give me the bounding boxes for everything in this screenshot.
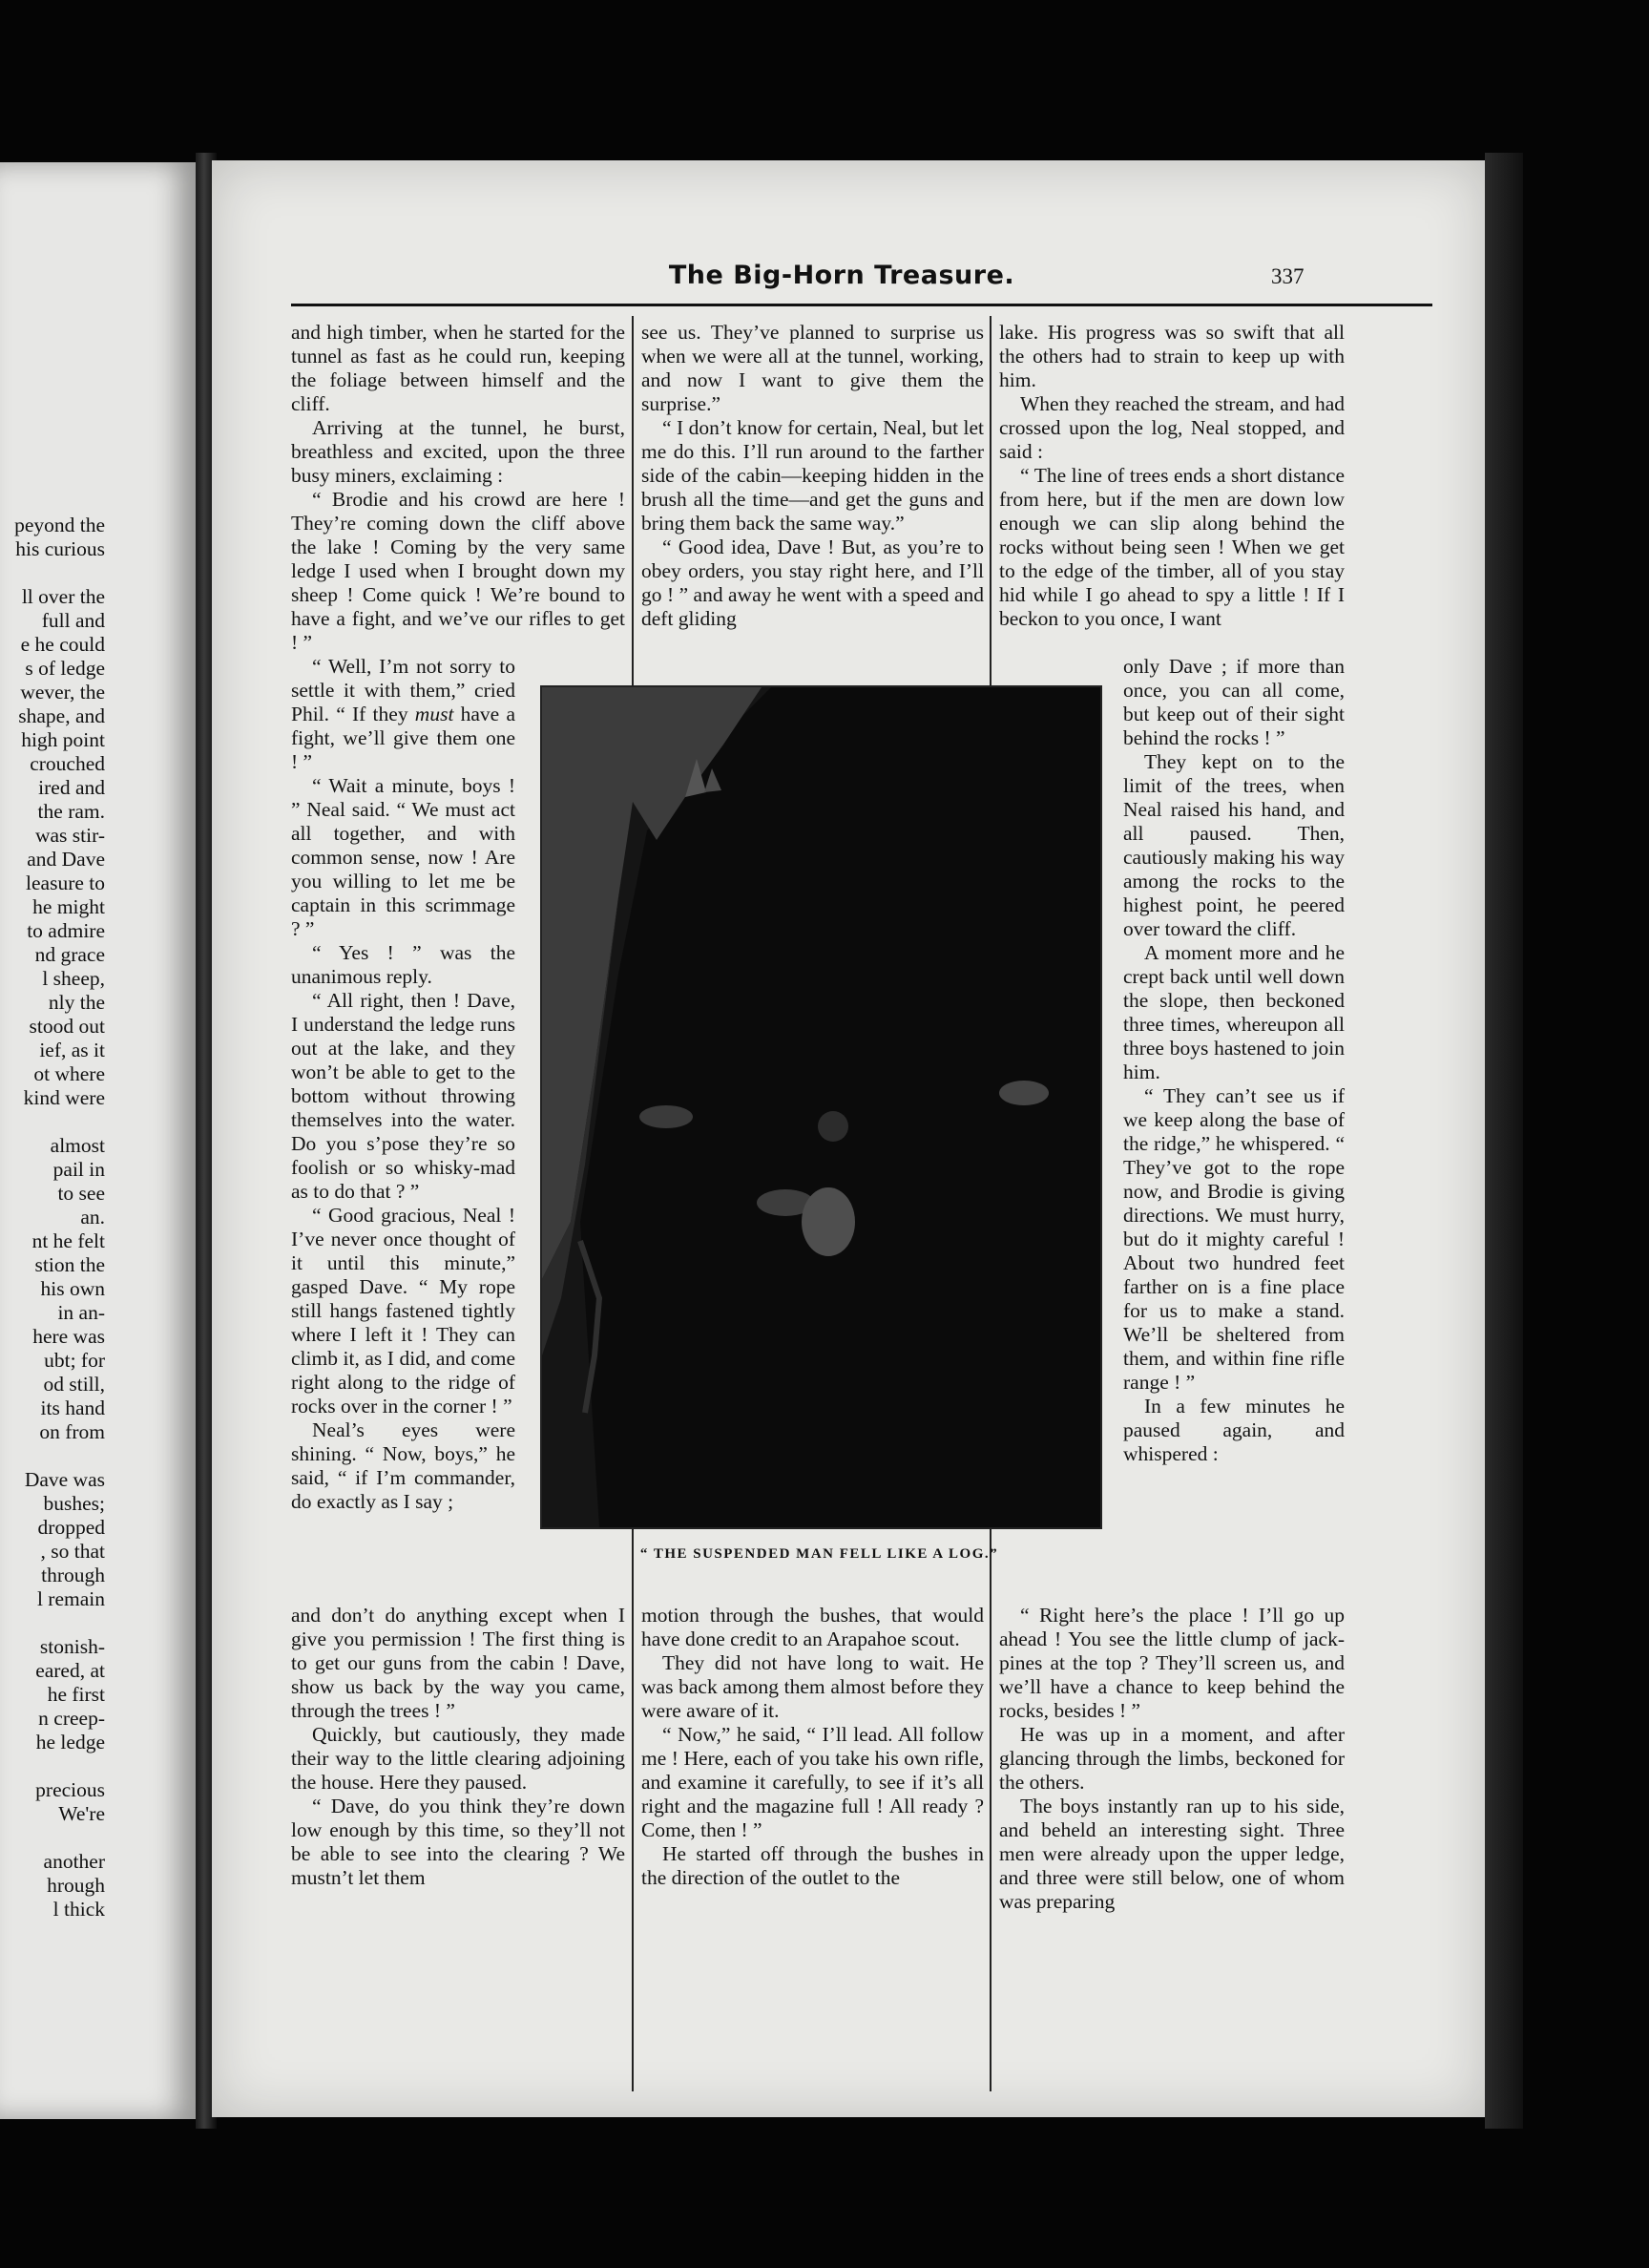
- previous-page-line: full and: [41, 609, 105, 632]
- previous-page-line: in an-: [57, 1301, 105, 1324]
- paragraph: “ Right here’s the place ! I’ll go up ahead ! You see the little clump of jack-pines at the top ? They’ll screen us, and we’ll have a chance to keep behind the rocks, besides ! ”: [999, 1604, 1345, 1722]
- previous-page-line: his curious: [15, 537, 105, 560]
- previous-page-line: he might: [32, 895, 105, 918]
- previous-page-line: through: [41, 1564, 105, 1586]
- paragraph: They did not have long to wait. He was back among them almost before they were aware of it.: [641, 1651, 984, 1722]
- paragraph: He was up in a moment, and after glancing through the limbs, beckoned for the others.: [999, 1723, 1345, 1794]
- previous-page-line: ll over the: [21, 585, 105, 608]
- paragraph: only Dave ; if more than once, you can all come, but keep out of their sight behind the rocks ! ”: [1123, 655, 1345, 749]
- previous-page-line: [0, 1611, 105, 1635]
- previous-page-line: n creep-: [38, 1707, 105, 1730]
- previous-page-line: stood out: [29, 1015, 105, 1038]
- previous-page-line: almost: [50, 1134, 105, 1157]
- previous-page-line: We're: [58, 1802, 105, 1825]
- previous-page-line: an.: [80, 1206, 105, 1228]
- paragraph: “ The line of trees ends a short distance from here, but if the men are down low enough we can slip along behind the rocks without being seen ! When we get to the edge of the timber, all of you stay hid while I go ahead to spy a little ! If I beckon to you once, I want: [999, 464, 1345, 630]
- previous-page-line: , so that: [40, 1540, 105, 1563]
- previous-page-line: s of ledge: [25, 657, 105, 680]
- paragraph: [291, 655, 515, 774]
- previous-page-line: crouched: [30, 752, 105, 775]
- previous-page-line: and Dave: [27, 848, 105, 871]
- previous-page-line: high point: [21, 728, 105, 751]
- paragraph: see us. They’ve planned to surprise us when we were all at the tunnel, working, and now I want to give them the surprise.”: [641, 321, 984, 415]
- paragraph: lake. His progress was so swift that all the others had to strain to keep up with him.: [999, 321, 1345, 391]
- column-1-bottom: [291, 1604, 625, 1890]
- previous-page-line: kind were: [23, 1086, 105, 1109]
- illustration-caption: “ THE SUSPENDED MAN FELL LIKE A LOG.”: [639, 1546, 999, 1562]
- previous-page-line: another: [43, 1850, 105, 1873]
- previous-page-line: was stir-: [34, 824, 105, 847]
- text-run: have a fight, we’ll give them one ! ”: [291, 703, 515, 773]
- previous-page-line: his own: [40, 1277, 105, 1300]
- page-edge: [1485, 153, 1523, 2129]
- previous-page-line: here was: [32, 1325, 105, 1348]
- previous-page: [0, 162, 196, 2119]
- previous-page-line: hrough: [47, 1874, 105, 1897]
- paragraph: “ Now,” he said, “ I’ll lead. All follow me ! Here, each of you take his own rifle, and examine it carefully, to see if it’s all right and the magazine full ! All ready ? Come, then ! ”: [641, 1723, 984, 1841]
- previous-page-line: to admire: [27, 919, 105, 942]
- emphasis: must: [414, 703, 454, 725]
- previous-page-line: ot where: [33, 1062, 105, 1085]
- previous-page-line: wever, the: [20, 681, 105, 704]
- previous-page-line: nt he felt: [31, 1229, 105, 1252]
- previous-page-text: [0, 514, 105, 1922]
- paragraph: Quickly, but cautiously, they made their way to the little clearing adjoining the house. Here they paused.: [291, 1723, 625, 1794]
- column-2-top: [641, 321, 984, 631]
- previous-page-line: the ram.: [37, 800, 105, 823]
- paragraph: and high timber, when he started for the tunnel as fast as he could run, keeping the foliage between himself and the cliff.: [291, 321, 625, 415]
- previous-page-line: pail in: [52, 1158, 105, 1181]
- previous-page-line: precious: [35, 1778, 105, 1801]
- previous-page-line: [0, 1754, 105, 1778]
- previous-page-line: nly the: [48, 991, 105, 1014]
- paragraph: and don’t do anything except when I give you permission ! The first thing is to get our guns from the cabin ! Dave, show us back by the way you came, through the trees ! ”: [291, 1604, 625, 1722]
- previous-page-line: bushes;: [43, 1492, 105, 1515]
- previous-page-line: [0, 1444, 105, 1468]
- paragraph: A moment more and he crept back until well down the slope, then beckoned three times, whereupon all three boys hastened to join him.: [1123, 941, 1345, 1083]
- paragraph: “ Yes ! ” was the unanimous reply.: [291, 941, 515, 988]
- paragraph: “ Brodie and his crowd are here ! They’re coming down the cliff above the lake ! Coming by the very same ledge I used when I brought down my sheep ! Come quick ! We’re bound to have a fight, and we’ve our rifles to get ! ”: [291, 488, 625, 654]
- header-rule: [291, 304, 1432, 306]
- previous-page-line: [0, 561, 105, 585]
- page-number: 337: [1271, 264, 1305, 288]
- paragraph: “ Good gracious, Neal ! I’ve never once thought of it until this minute,” gasped Dave. “ My rope still hangs fastened tightly where I left it ! They can climb it, as I did, and come right along to the ridge of rocks over in the corner ! ”: [291, 1204, 515, 1418]
- column-3-top: [999, 321, 1345, 631]
- previous-page-line: [0, 1110, 105, 1134]
- paragraph: “ Good idea, Dave ! But, as you’re to obey orders, you stay right here, and I’ll go ! ” and away he went with a speed and deft gliding: [641, 536, 984, 630]
- previous-page-line: ief, as it: [39, 1039, 105, 1061]
- paragraph: “ Dave, do you think they’re down low enough by this time, so they’ll not be able to see into the clearing ? We mustn’t let them: [291, 1795, 625, 1889]
- previous-page-line: stion the: [34, 1253, 105, 1276]
- running-head: The Big-Horn Treasure.: [668, 261, 1015, 290]
- previous-page-line: ubt; for: [44, 1349, 105, 1372]
- previous-page-line: stonish-: [39, 1635, 105, 1658]
- previous-page-line: peyond the: [14, 514, 105, 536]
- previous-page-line: l remain: [36, 1587, 105, 1610]
- previous-page-line: nd grace: [34, 943, 105, 966]
- paragraph: The boys instantly ran up to his side, and beheld an interesting sight. Three men were already upon the upper ledge, and three were still below, one of whom was preparing: [999, 1795, 1345, 1913]
- previous-page-line: he first: [47, 1683, 105, 1706]
- previous-page-line: [0, 1826, 105, 1850]
- column-3-narrow: [1123, 655, 1345, 1466]
- previous-page-line: dropped: [37, 1516, 105, 1539]
- column-2-bottom: [641, 1604, 984, 1890]
- text-run: “ Well, I’m not sorry to settle it with them,” cried Phil. “ If they: [291, 655, 515, 725]
- paragraph: They kept on to the limit of the trees, when Neal raised his hand, and all paused. Then, cautiously making his way among the rocks to the highest point, he peered over toward the cliff.: [1123, 750, 1345, 940]
- paragraph: He started off through the bushes in the direction of the outlet to the: [641, 1842, 984, 1889]
- paragraph: Neal’s eyes were shining. “ Now, boys,” he said, “ if I’m commander, do exactly as I say ;: [291, 1418, 515, 1513]
- previous-page-line: leasure to: [26, 872, 105, 894]
- paragraph: When they reached the stream, and had crossed upon the log, Neal stopped, and said :: [999, 392, 1345, 463]
- previous-page-line: Dave was: [24, 1468, 105, 1491]
- book-page: [212, 160, 1485, 2117]
- illustration: [540, 685, 1102, 1529]
- previous-page-line: he ledge: [35, 1731, 105, 1754]
- previous-page-line: ired and: [38, 776, 105, 799]
- previous-page-line: l thick: [52, 1898, 105, 1921]
- paragraph: Arriving at the tunnel, he burst, breathless and excited, upon the three busy miners, exclaiming :: [291, 416, 625, 487]
- paragraph: motion through the bushes, that would have done credit to an Arapahoe scout.: [641, 1604, 984, 1650]
- paragraph: “ They can’t see us if we keep along the base of the ridge,” he whispered. “ They’ve got to the rope now, and Brodie is giving directions. We must hurry, but do it mighty careful ! About two hundred feet farther on is a fine place for us to make a stand. We’ll be sheltered from them, and within fine rifle range ! ”: [1123, 1084, 1345, 1394]
- illustration-image: [542, 687, 1100, 1527]
- paragraph: “ All right, then ! Dave, I understand the ledge runs out at the lake, and they won’t be able to get to the bottom without throwing themselves into the water. Do you s’pose they’re so foolish or so whisky-mad as to do that ? ”: [291, 989, 515, 1203]
- previous-page-line: to see: [57, 1182, 105, 1205]
- previous-page-line: eared, at: [35, 1659, 105, 1682]
- previous-page-line: its hand: [40, 1396, 105, 1419]
- paragraph: “ I don’t know for certain, Neal, but let me do this. I’ll run around to the farther side of the cabin—keeping hidden in the brush all the time—and get the guns and bring them back the same way.”: [641, 416, 984, 535]
- paragraph: In a few minutes he paused again, and whispered :: [1123, 1395, 1345, 1465]
- column-1-narrow: [291, 655, 515, 1514]
- paragraph: “ Wait a minute, boys ! ” Neal said. “ We must act all together, and with common sense, now ! Are you willing to let me be captain in this scrimmage ? ”: [291, 774, 515, 940]
- previous-page-line: l sheep,: [42, 967, 105, 990]
- previous-page-line: e he could: [20, 633, 105, 656]
- previous-page-line: shape, and: [18, 704, 105, 727]
- previous-page-line: od still,: [43, 1373, 105, 1396]
- previous-page-line: on from: [39, 1420, 105, 1443]
- column-3-bottom: [999, 1604, 1345, 1914]
- column-1-top: [291, 321, 625, 655]
